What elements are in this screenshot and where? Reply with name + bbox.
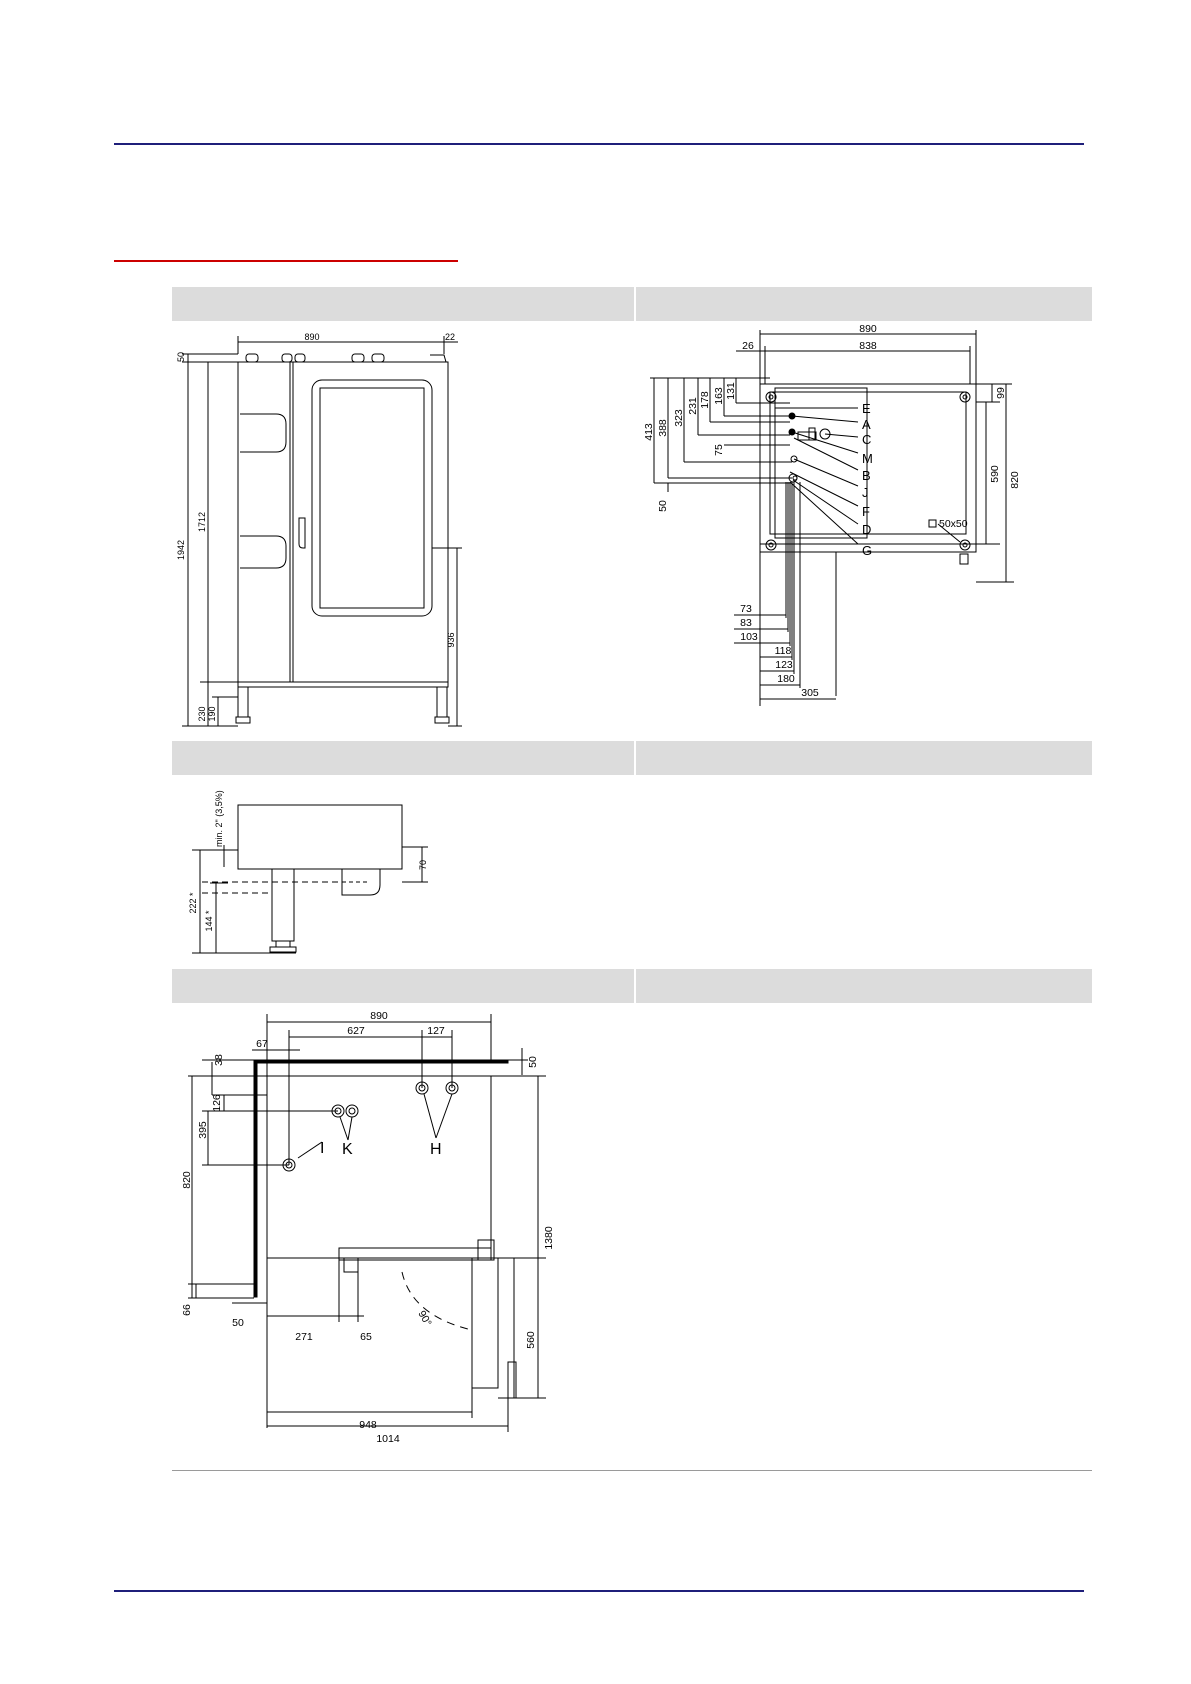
foot-size-label: 50x50	[939, 518, 968, 530]
dim-top-890: 890	[859, 323, 877, 335]
dim-plan-890: 890	[370, 1010, 388, 1022]
dim-plan-67: 67	[256, 1038, 268, 1050]
dim-plan-948: 948	[359, 1419, 377, 1431]
dim-drain-144: 144 *	[204, 910, 214, 932]
dim-top-103: 103	[740, 631, 758, 643]
dim-front-1942: 1942	[176, 539, 186, 561]
label-F: F	[862, 504, 870, 519]
content-bottom-line	[172, 1470, 1092, 1471]
dim-front-890: 890	[304, 332, 320, 342]
dim-plan-271: 271	[295, 1331, 313, 1343]
dim-top-163: 163	[713, 387, 725, 405]
dim-top-131: 131	[725, 382, 737, 400]
dim-front-50: 50	[176, 351, 186, 362]
dim-drain-222: 222 *	[188, 892, 198, 914]
dim-front-936: 936	[446, 632, 456, 648]
dim-top-123: 123	[775, 659, 793, 671]
dim-top-820: 820	[1009, 471, 1021, 489]
dim-drain-70: 70	[418, 859, 428, 871]
header-rule	[114, 143, 1084, 145]
footer-rule	[114, 1590, 1084, 1592]
label-I: I	[320, 1140, 325, 1157]
top-view-drawing	[640, 322, 1040, 717]
dim-top-99: 99	[995, 387, 1007, 399]
plan-view-drawing	[172, 1000, 572, 1450]
dim-top-178: 178	[699, 391, 711, 409]
label-J: J	[862, 485, 869, 500]
label-A: A	[862, 417, 871, 432]
dim-plan-126: 126	[211, 1094, 223, 1112]
dim-plan-820: 820	[181, 1171, 193, 1189]
dim-front-230: 230	[197, 706, 207, 722]
dim-plan-50: 50	[232, 1317, 244, 1329]
section-band-2	[172, 741, 1092, 775]
dim-front-190: 190	[207, 706, 217, 722]
section-band-3	[172, 969, 1092, 1003]
dim-top-83: 83	[740, 617, 752, 629]
dim-front-22: 22	[444, 332, 456, 342]
dim-top-50: 50	[657, 500, 669, 512]
dim-plan-127: 127	[427, 1025, 445, 1037]
dim-top-231: 231	[687, 397, 699, 415]
section-title-underline	[114, 260, 458, 262]
label-E: E	[862, 401, 871, 416]
label-G: G	[862, 543, 873, 558]
dim-top-305: 305	[801, 687, 819, 699]
dim-plan-38: 38	[213, 1054, 225, 1066]
drain-slope-label: min. 2" (3,5%)	[214, 790, 224, 847]
dim-top-838: 838	[859, 340, 877, 352]
dim-top-118: 118	[774, 645, 792, 657]
dim-top-413: 413	[643, 423, 655, 441]
label-K: K	[342, 1141, 353, 1158]
dim-plan-66: 66	[181, 1304, 193, 1316]
label-H: H	[430, 1141, 442, 1158]
section-band-1	[172, 287, 1092, 321]
dim-plan-627: 627	[347, 1025, 365, 1037]
dim-top-73: 73	[740, 603, 752, 615]
dim-top-180: 180	[777, 673, 795, 685]
dim-top-323: 323	[673, 409, 685, 427]
dim-top-75: 75	[713, 444, 725, 456]
dim-plan-1014: 1014	[376, 1433, 400, 1445]
dim-plan-395: 395	[197, 1121, 209, 1139]
dim-plan-50-top: 50	[527, 1056, 539, 1068]
dim-top-26: 26	[742, 340, 754, 352]
label-C: C	[862, 432, 872, 447]
dim-top-590: 590	[989, 465, 1001, 483]
dim-plan-1380: 1380	[543, 1226, 555, 1250]
label-M: M	[862, 451, 873, 466]
dim-top-388: 388	[657, 419, 669, 437]
label-B: B	[862, 468, 871, 483]
drain-view-drawing	[172, 775, 452, 960]
dim-front-1712: 1712	[197, 511, 207, 533]
label-D: D	[862, 522, 872, 537]
front-view-drawing	[172, 322, 456, 737]
dim-plan-65: 65	[360, 1331, 372, 1343]
dim-plan-560: 560	[525, 1331, 537, 1349]
door-swing-angle: 90°	[415, 1308, 434, 1329]
